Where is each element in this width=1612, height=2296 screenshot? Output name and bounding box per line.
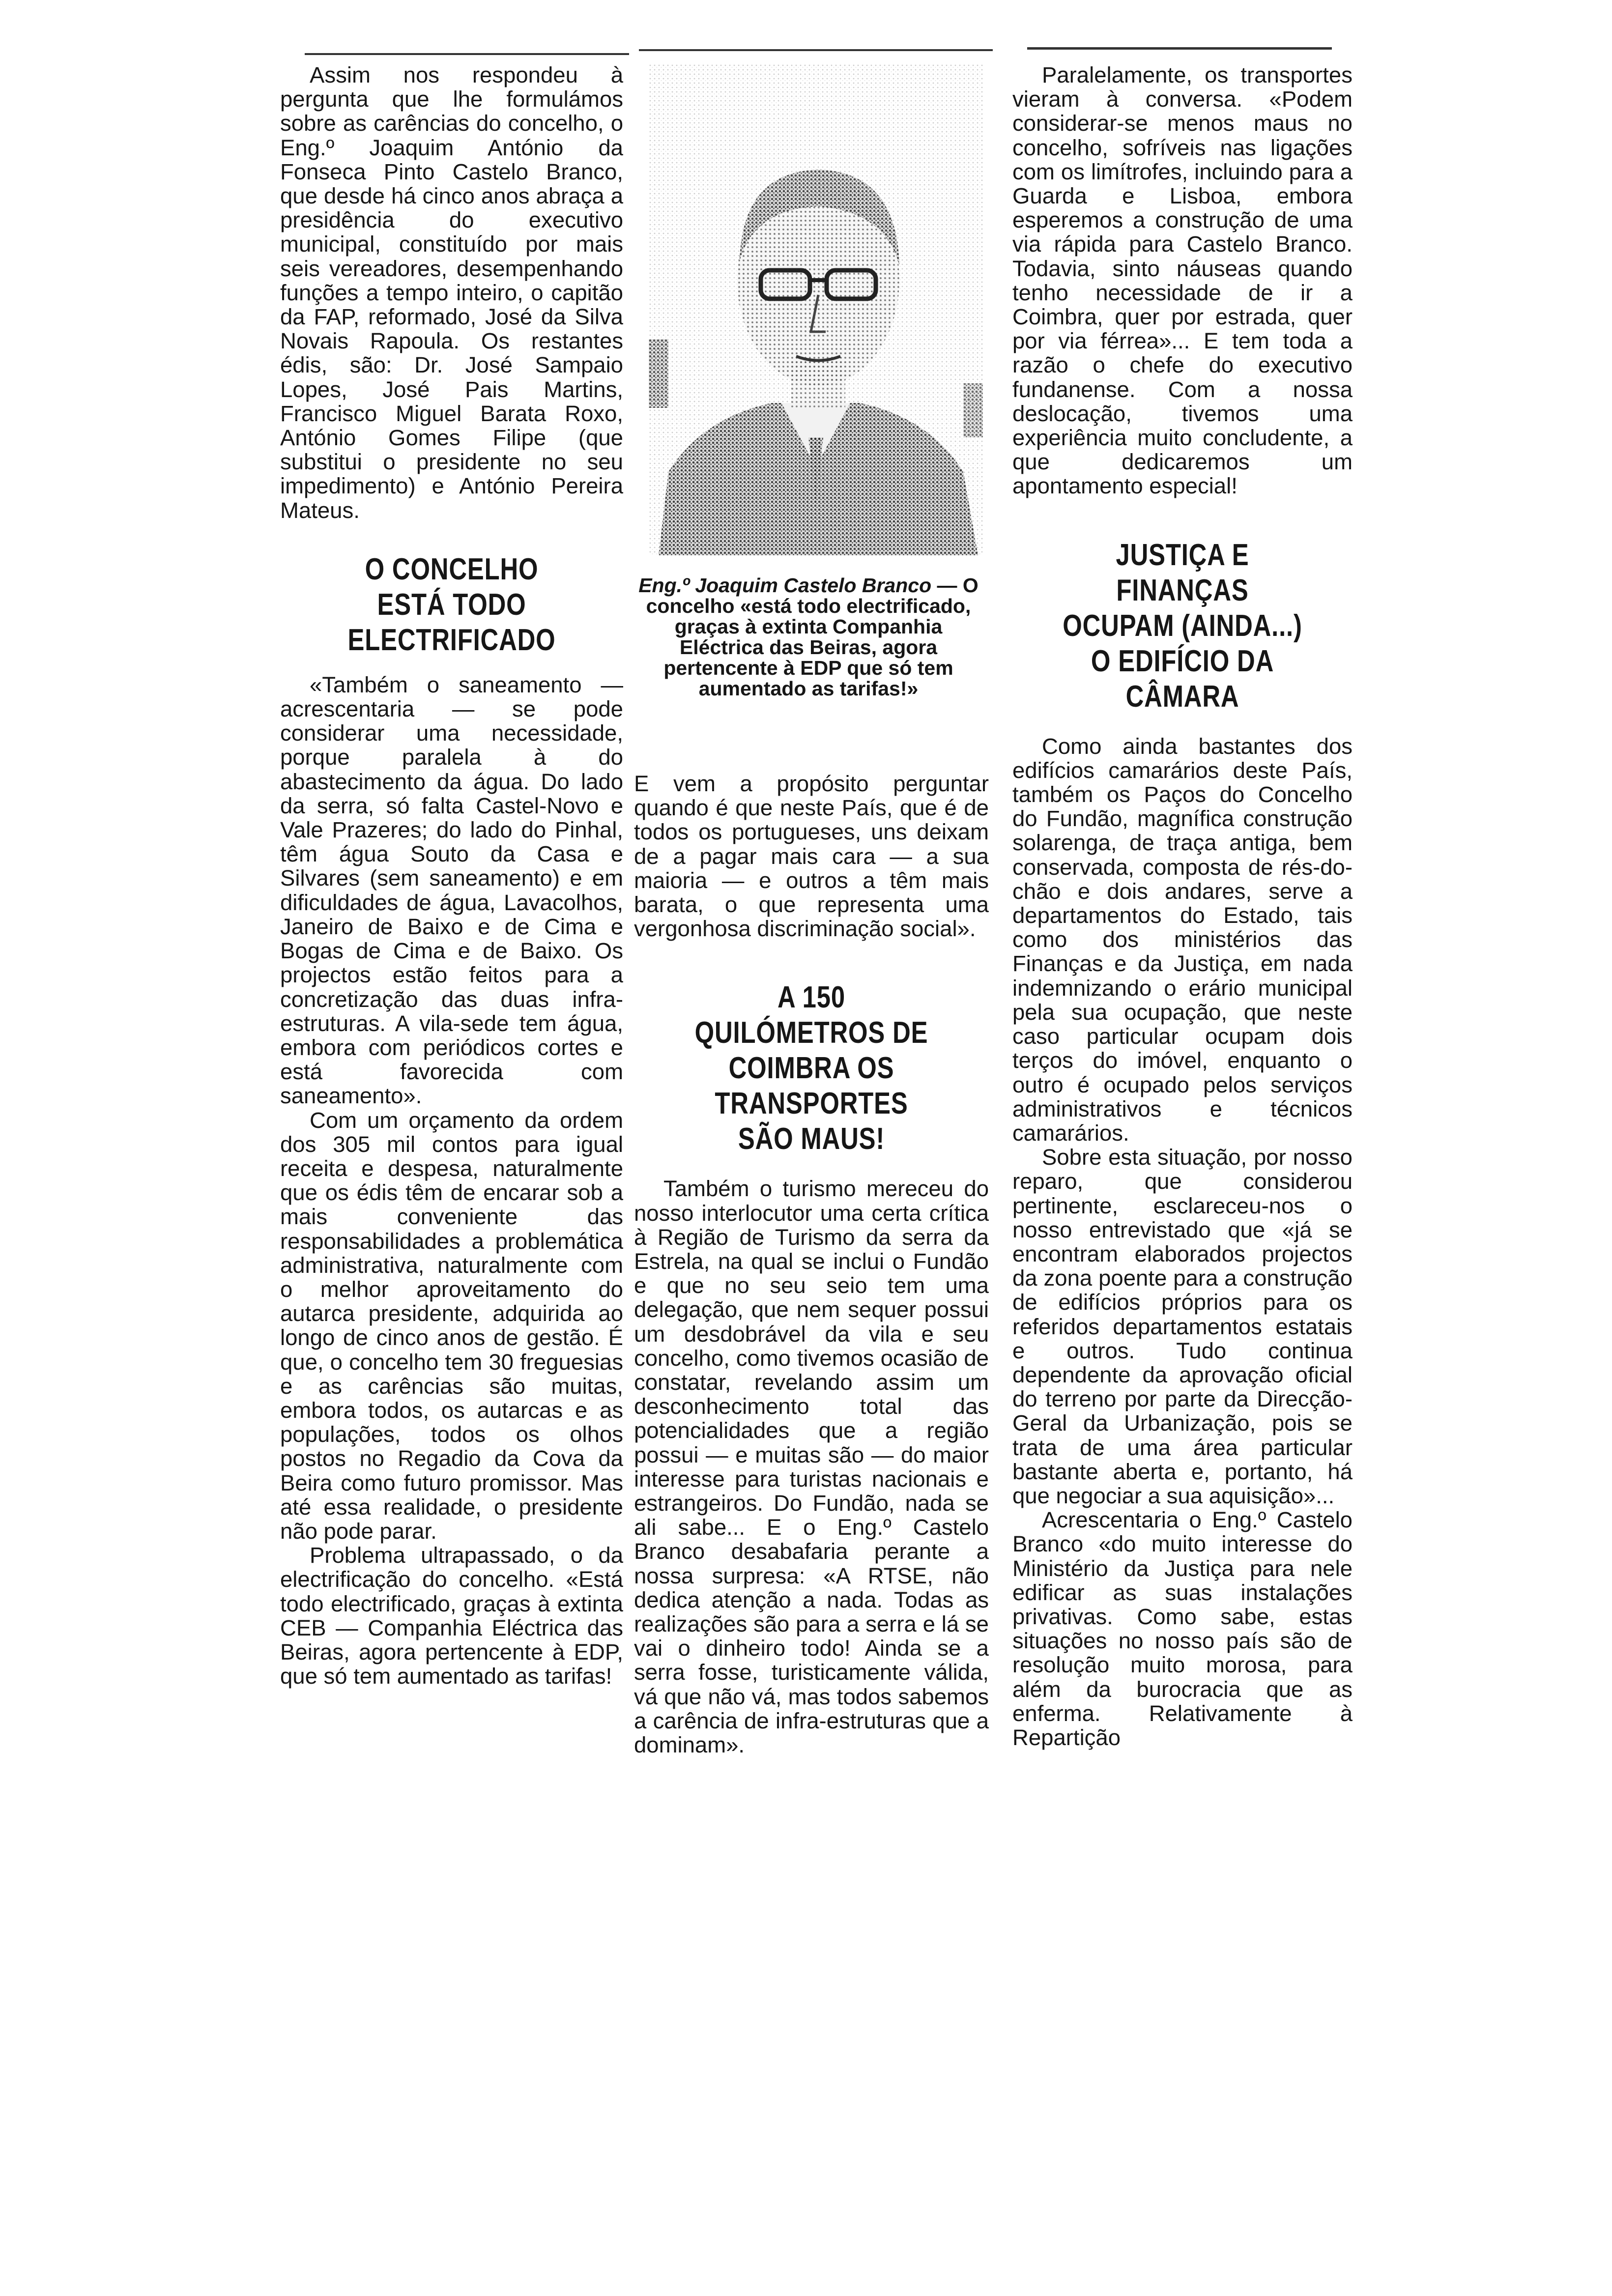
col3-paragraph-2: Como ainda bastantes dos edifícios camarários deste País, também os Paços do Concelho do Fundão, magnífica construção solarenga, de traça antiga, bem conservada, composta de rés-do-chão e dois andares, serve a departamentos do Estado, tais como dos ministérios das Finanças e da Justiça, em nada indemnizando o erário municipal pela sua ocupação, que neste caso particular ocupam dois terços do imóvel, enquanto o outro é ocupado pelos serviços administrativos e técnicos camarários. bbox=[1012, 733, 1353, 1146]
caption-text: — O concelho «está todo electrificado, graças à extinta Companhia Eléctrica das Beiras, agora pertencente à EDP que só tem aumentado as tarifas!» bbox=[646, 574, 979, 700]
col1-paragraph-3: Com um orçamento da ordem dos 305 mil contos para igual receita e despesa, naturalmente que os édis têm de encarar sob a mais conveniente das responsabilidades a problemática administrativa, naturalmente com o melhor aproveitamento do autarca presidente, adquirida ao longo de cinco anos de gestão. É que, o concelho tem 30 freguesias e as carências são muitas, embora todos, os autarcas e as populações, todos os olhos postos no Regadio da Cova da Beira como futuro promissor. Mas até essa realidade, o presidente não pode parar. bbox=[280, 1107, 623, 1544]
col1-paragraph-1: Assim nos respondeu à pergunta que lhe formulámos sobre as carências do concelho, o Eng.º Joaquim António da Fonseca Pinto Castelo Branco, que desde há cinco anos abraça a presidência do executivo municipal, constituído por mais seis vereadores, desempenhando funções a tempo inteiro, o capitão da FAP, reformado, José da Silva Novais Rapoula. Os restantes édis, são: Dr. José Sampaio Lopes, José Pais Martins, Francisco Miguel Barata Roxo, António Gomes Filipe (que substitui o presidente no seu impedimento) e António Pereira Mateus. bbox=[280, 62, 623, 523]
heading-justica-financas: JUSTIÇA E FINANÇAS OCUPAM (AINDA...) O EDIFÍCIO DA CÂMARA bbox=[1063, 538, 1302, 714]
heading-electrificado: O CONCELHO ESTÁ TODO ELECTRIFICADO bbox=[347, 552, 556, 657]
caption-name: Eng.º Joaquim Castelo Branco bbox=[638, 574, 932, 597]
column-3 bbox=[1012, 0, 1353, 1750]
column-1 bbox=[280, 0, 623, 1688]
col3-paragraph-4: Acrescentaria o Eng.º Castelo Branco «do muito interesse do Ministério da Justiça para nele edificar as suas instalações privativas. Como sabe, estas situações no nosso país são de resolução muito morosa, para além da burocracia que as enferma. Relativamente à Repartição bbox=[1012, 1507, 1353, 1750]
col3-paragraph-1: Paralelamente, os transportes vieram à conversa. «Podem considerar-se menos maus no concelho, sofríveis nas ligações com os limítrofes, incluindo para a Guarda e Lisboa, embora esperemos a construção de uma via rápida para Castelo Branco. Todavia, sinto náuseas quando tenho necessidade de ir a Coimbra, quer por estrada, quer por via férrea»... E tem toda a razão o chefe do executivo fundanense. Com a nossa deslocação, tivemos uma experiência muito concludente, a que dedicaremos um apontamento especial! bbox=[1012, 62, 1353, 499]
heading-transportes: A 150 QUILÓMETROS DE COIMBRA OS TRANSPORTES SÃO MAUS! bbox=[694, 980, 928, 1156]
column-2 bbox=[634, 0, 989, 1757]
col1-paragraph-4: Problema ultrapassado, o da electrificação do concelho. «Está todo electrificado, graças à extinta CEB — Companhia Eléctrica das Beiras, agora pertencente à EDP, que só tem aumentado as tarifas! bbox=[280, 1543, 623, 1689]
col2-paragraph-1: E vem a propósito perguntar quando é que neste País, que é de todos os portugueses, uns deixam de a pagar mais cara — a sua maioria — e outros a têm mais barata, o que representa uma vergonhosa discriminação social». bbox=[634, 771, 989, 942]
col3-paragraph-3: Sobre esta situação, por nosso reparo, que considerou pertinente, esclareceu-nos o nosso entrevistado que «já se encontram elaborados projectos da zona poente para a construção de edifícios próprios para os referidos departamentos estatais e outros. Tudo continua dependente da aprovação oficial do terreno por parte da Direcção-Geral da Urbanização, pois se trata de uma área particular bastante aberta e, portanto, há que negociar a sua aquisição»... bbox=[1012, 1145, 1353, 1508]
col1-paragraph-2: «Também o saneamento — acrescentaria — se pode considerar uma necessidade, porque paralela à do abastecimento da água. Do lado da serra, só falta Castel-Novo e Vale Prazeres; do lado do Pinhal, têm água Souto da Casa e Silvares (sem saneamento) e em dificuldades de água, Lavacolhos, Janeiro de Baixo e de Cima e Bogas de Cima e de Baixo. Os projectos estão feitos para a concretização das duas infra-estruturas. A vila-sede tem água, embora com periódicos cortes e está favorecida com saneamento». bbox=[280, 672, 623, 1109]
col2-paragraph-2: Também o turismo mereceu do nosso interlocutor uma certa crítica à Região de Turismo da serra da Estrela, na qual se inclui o Fundão e que no seu seio tem uma delegação, que nem sequer possui um desdobrável da vila e seu concelho, como tivemos ocasião de constatar, revelando assim um desconhecimento total das potencialidades que a região possui — e muitas são — do maior interesse para turistas nacionais e estrangeiros. Do Fundão, nada se ali sabe... E o Eng.º Castelo Branco desabafaria perante a nossa surpresa: «A RTSE, não dedica atenção a nada. Todas as realizações são para a serra e lá se vai o dinheiro todo! Ainda se a serra fosse, turisticamente válida, vá que não vá, mas todos sabemos a carência de infra-estruturas que a dominam». bbox=[634, 1176, 989, 1758]
